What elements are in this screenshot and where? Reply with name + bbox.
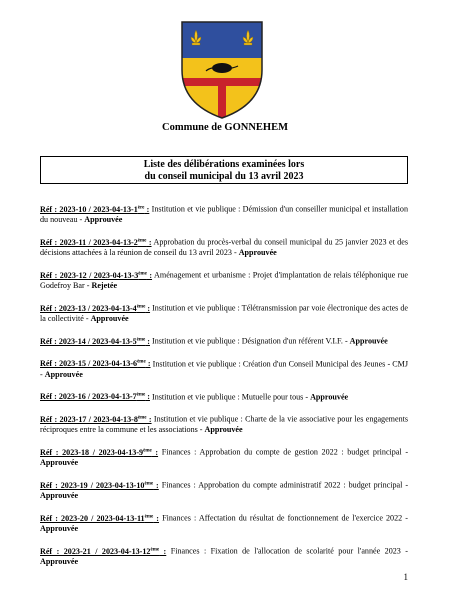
deliberation-item xyxy=(40,413,408,436)
deliberation-item xyxy=(40,302,408,325)
deliberation-ref: Réf : 2023-17 / 2023-04-13-8ème : xyxy=(40,414,152,424)
status-label: Approuvée xyxy=(204,425,243,435)
deliberation-text: Institution et vie publique : Désignation d'un référent V.I.F. - xyxy=(152,336,350,346)
status-label: Approuvée xyxy=(349,336,388,346)
status-label: Approuvée xyxy=(44,369,83,379)
deliberation-ref: Réf : 2023-21 / 2023-04-13-12ème : xyxy=(40,546,167,556)
deliberation-ref: Réf : 2023-16 / 2023-04-13-7ème : xyxy=(40,392,150,402)
deliberation-text: Finances : Fixation de l'allocation de scolarité pour l'année 2023 - xyxy=(170,546,409,556)
deliberation-list xyxy=(40,203,408,578)
deliberation-item xyxy=(40,545,408,568)
coat-of-arms-image xyxy=(180,20,264,120)
deliberation-item xyxy=(40,236,408,259)
deliberation-item xyxy=(40,269,408,292)
deliberation-item xyxy=(40,479,408,502)
status-label: Approuvée xyxy=(40,491,79,501)
deliberation-ref: Réf : 2023-20 / 2023-04-13-11ème : xyxy=(40,513,160,523)
status-label: Approuvée xyxy=(310,392,349,402)
deliberation-item xyxy=(40,391,408,403)
title-box xyxy=(40,156,408,184)
deliberation-text: Institution et vie publique : Télétransmission par voie électronique des actes de la collectivité - xyxy=(40,303,409,324)
deliberation-text: Finances : Affectation du résultat de fonctionnement de l'exercice 2022 - xyxy=(162,513,409,523)
deliberation-ref: Réf : 2023-19 / 2023-04-13-10ème : xyxy=(40,480,159,490)
title-line-2: du conseil municipal du 13 avril 2023 xyxy=(144,171,304,182)
deliberation-item xyxy=(40,335,408,347)
deliberation-text: Institution et vie publique : Démission d'un conseiller municipal et installation du nouveau - xyxy=(40,204,409,225)
deliberation-text: Institution et vie publique : Charte de la vie associative pour les engagements réciproques entre la commune et les associations - xyxy=(40,414,409,435)
deliberation-item xyxy=(40,358,408,381)
deliberation-ref: Réf : 2023-11 / 2023-04-13-2ème : xyxy=(40,237,152,247)
deliberation-ref: Réf : 2023-10 / 2023-04-13-1ère : xyxy=(40,204,150,214)
deliberation-item xyxy=(40,512,408,535)
deliberation-text: Finances : Approbation du compte de gestion 2022 : budget principal - xyxy=(161,447,409,457)
deliberation-text: Institution et vie publique : Mutuelle pour tous - xyxy=(152,392,311,402)
status-label: Approuvée xyxy=(84,215,123,225)
deliberation-ref: Réf : 2023-14 / 2023-04-13-5ème : xyxy=(40,336,150,346)
status-label: Approuvée xyxy=(90,314,129,324)
deliberation-text: Approbation du procès-verbal du conseil municipal du 25 janvier 2023 et des décisions attachées à la réunion de conseil du 13 avril 2023 - xyxy=(40,237,409,258)
deliberation-ref: Réf : 2023-12 / 2023-04-13-3ème : xyxy=(40,270,153,280)
status-label: Rejetée xyxy=(91,281,118,291)
deliberation-item xyxy=(40,203,408,226)
deliberation-ref: Réf : 2023-13 / 2023-04-13-4ème : xyxy=(40,303,151,313)
deliberation-text: Institution et vie publique : Création d'un Conseil Municipal des Jeunes - CMJ - xyxy=(40,359,409,379)
deliberation-ref: Réf : 2023-15 / 2023-04-13-6ème : xyxy=(40,359,151,369)
deliberation-text: Aménagement et urbanisme : Projet d'implantation de relais téléphonique rue Godefroy Bar - xyxy=(40,270,409,291)
status-label: Approuvée xyxy=(238,248,277,258)
status-label: Approuvée xyxy=(40,524,79,534)
deliberation-item xyxy=(40,446,408,469)
status-label: Approuvée xyxy=(40,557,79,567)
title-line-1: Liste des délibérations examinées lors xyxy=(143,159,305,170)
deliberation-ref: Réf : 2023-18 / 2023-04-13-9ème : xyxy=(40,447,159,457)
page-number: 1 xyxy=(403,572,408,582)
deliberation-text: Finances : Approbation du compte administratif 2022 : budget principal - xyxy=(161,480,409,490)
commune-name: Commune de GONNEHEM xyxy=(162,122,288,133)
status-label: Approuvée xyxy=(40,458,79,468)
